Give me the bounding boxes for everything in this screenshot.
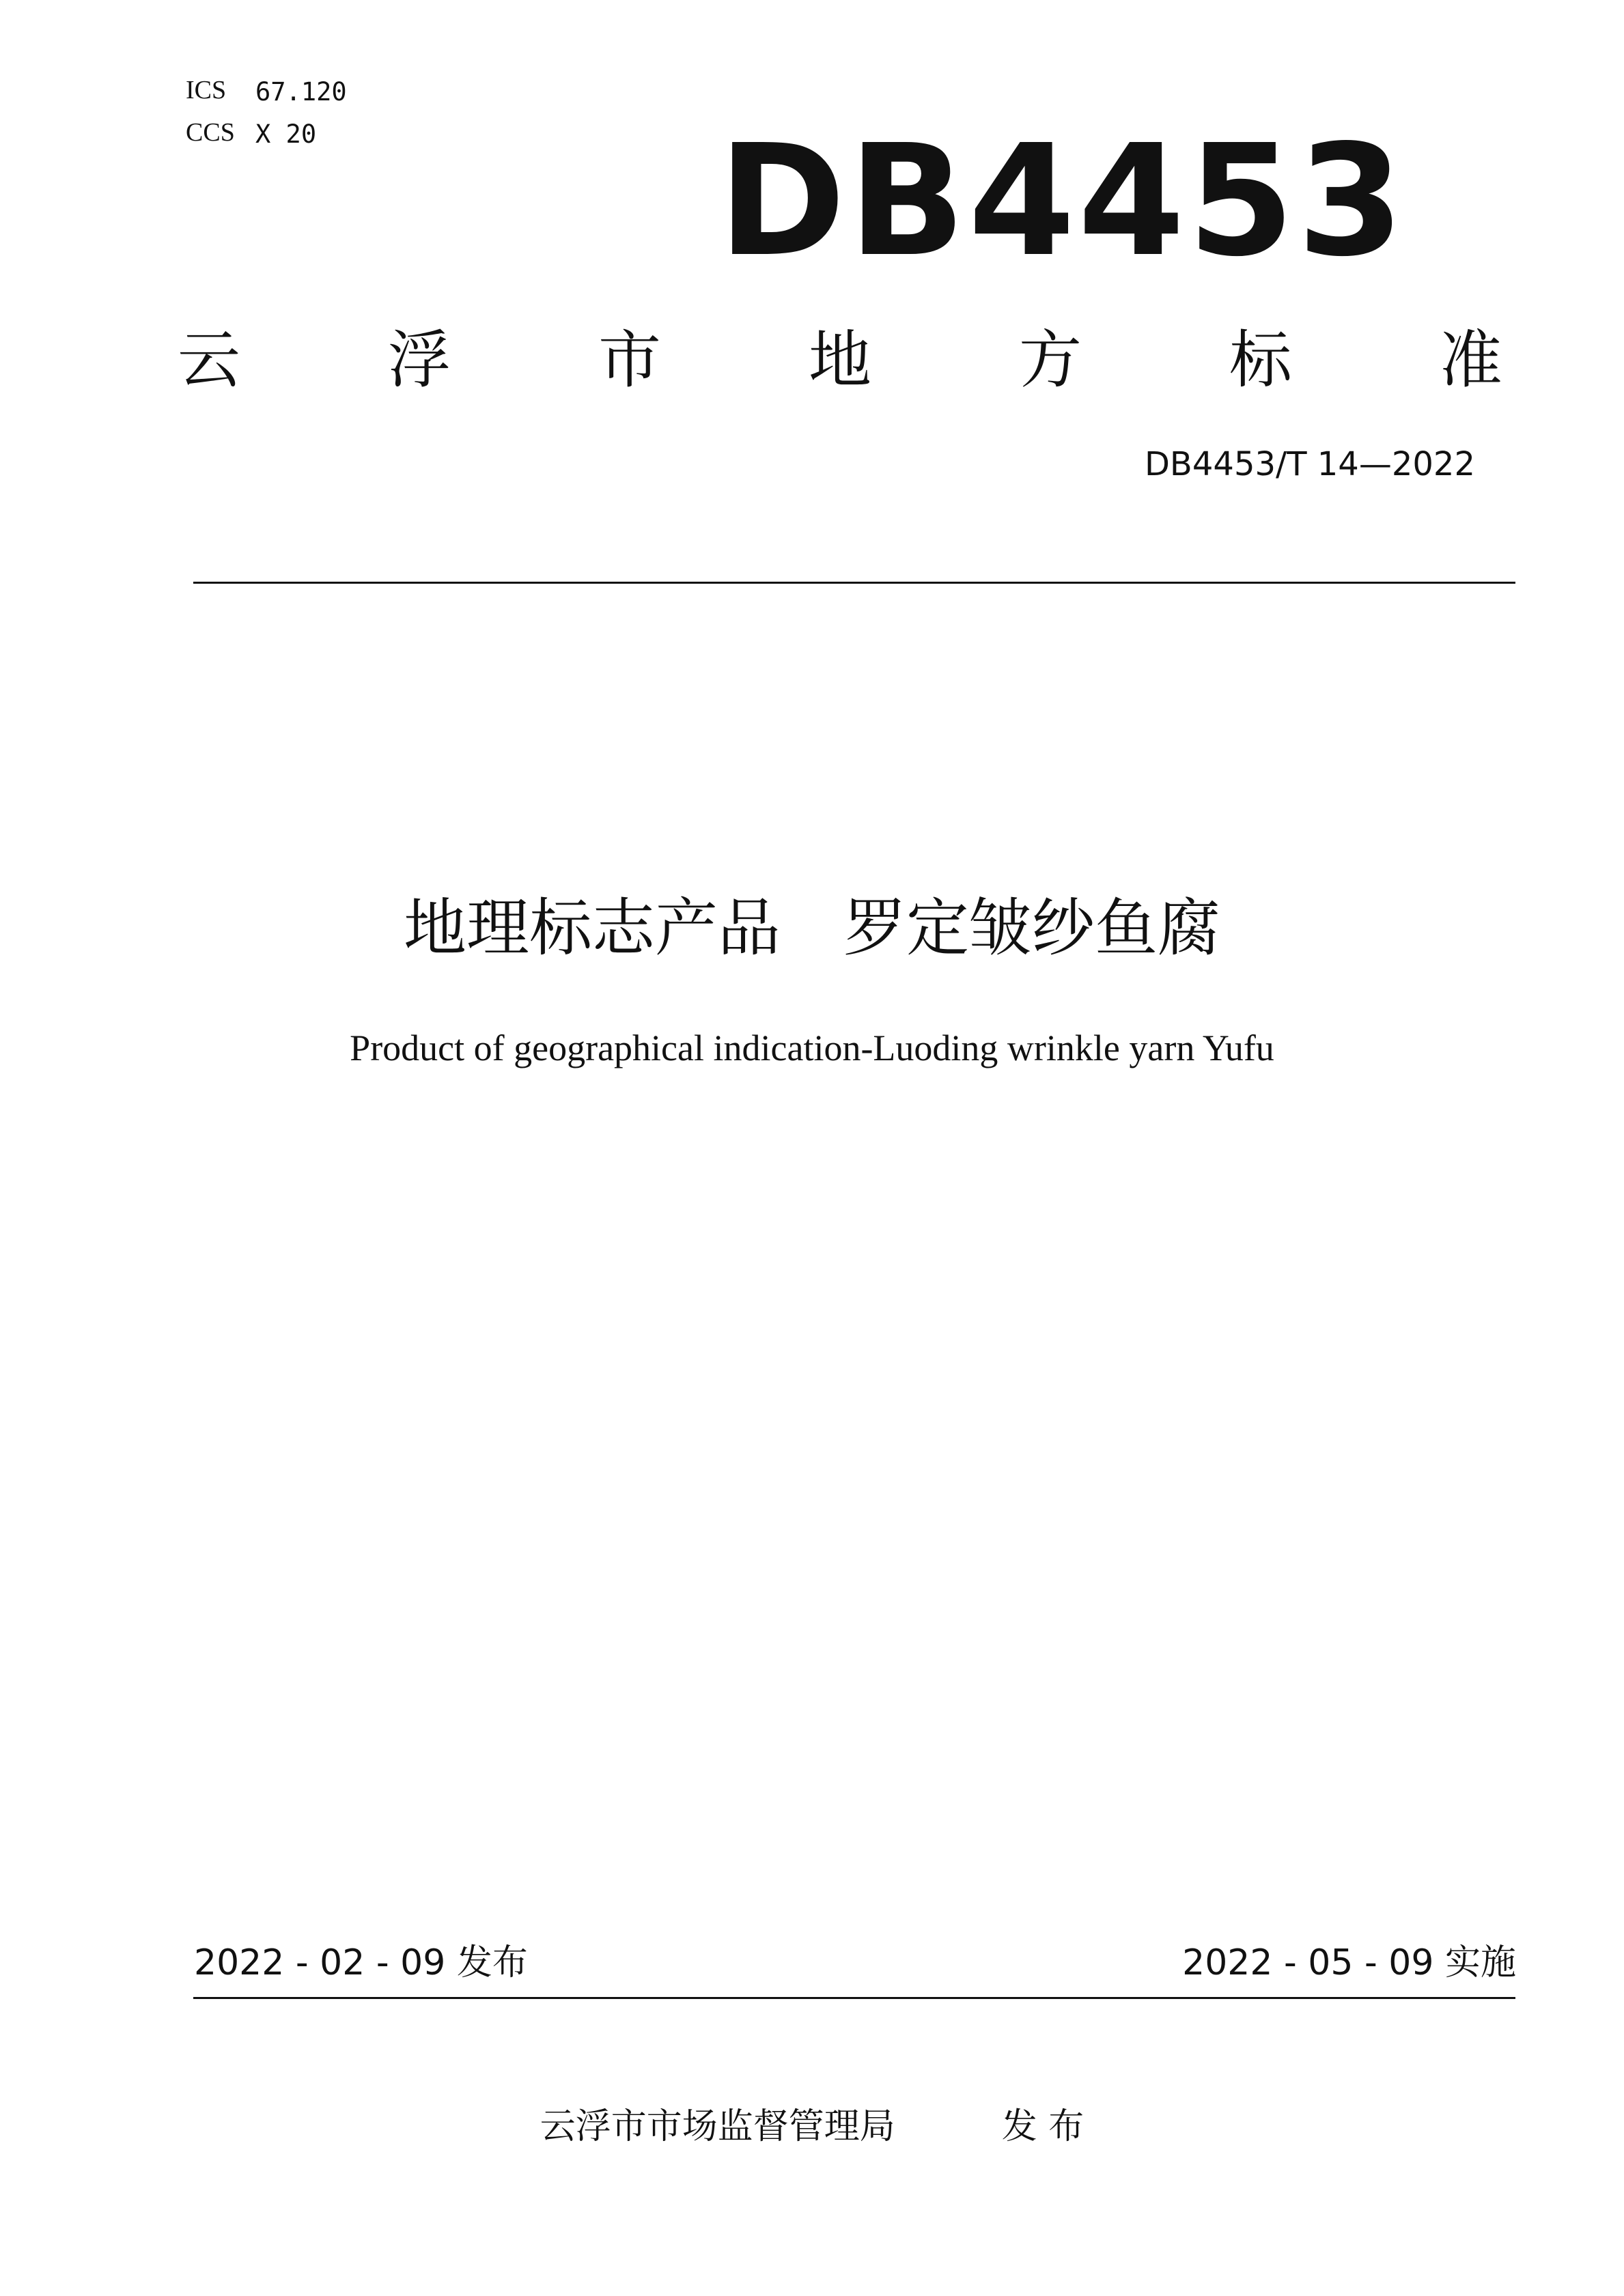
ics-label: ICS [186,76,227,104]
standard-number: DB4453/T 14—2022 [1144,445,1475,483]
standard-level-title [178,304,1502,406]
ics-value: 67.120 [255,77,347,107]
chinese-title: 地理标志产品 罗定皱纱鱼腐 [403,892,1220,965]
level-title-char: 方 [1018,324,1082,397]
implementation-date: 2022 - 05 - 09 实施 [1182,1942,1516,1983]
ccs-value: X 20 [255,119,317,149]
header-divider [193,582,1515,584]
ccs-label: CCS [186,118,235,147]
english-title: Product of geographical indication-Luoding wrinkle yarn Yufu [350,1027,1274,1068]
level-title-char: 浮 [387,324,451,397]
level-title-char: 准 [1439,324,1502,397]
level-title-char: 市 [598,324,661,397]
publisher: 云浮市市场监督管理局 发 布 [540,2106,1084,2147]
level-title-char: 标 [1229,324,1292,397]
level-title-char: 地 [808,324,871,397]
release-date: 2022 - 02 - 09 发布 [194,1942,528,1983]
standard-code-logo: DB4453 [718,112,1407,291]
level-title-char: 云 [178,324,241,397]
footer-divider [193,1997,1515,1999]
